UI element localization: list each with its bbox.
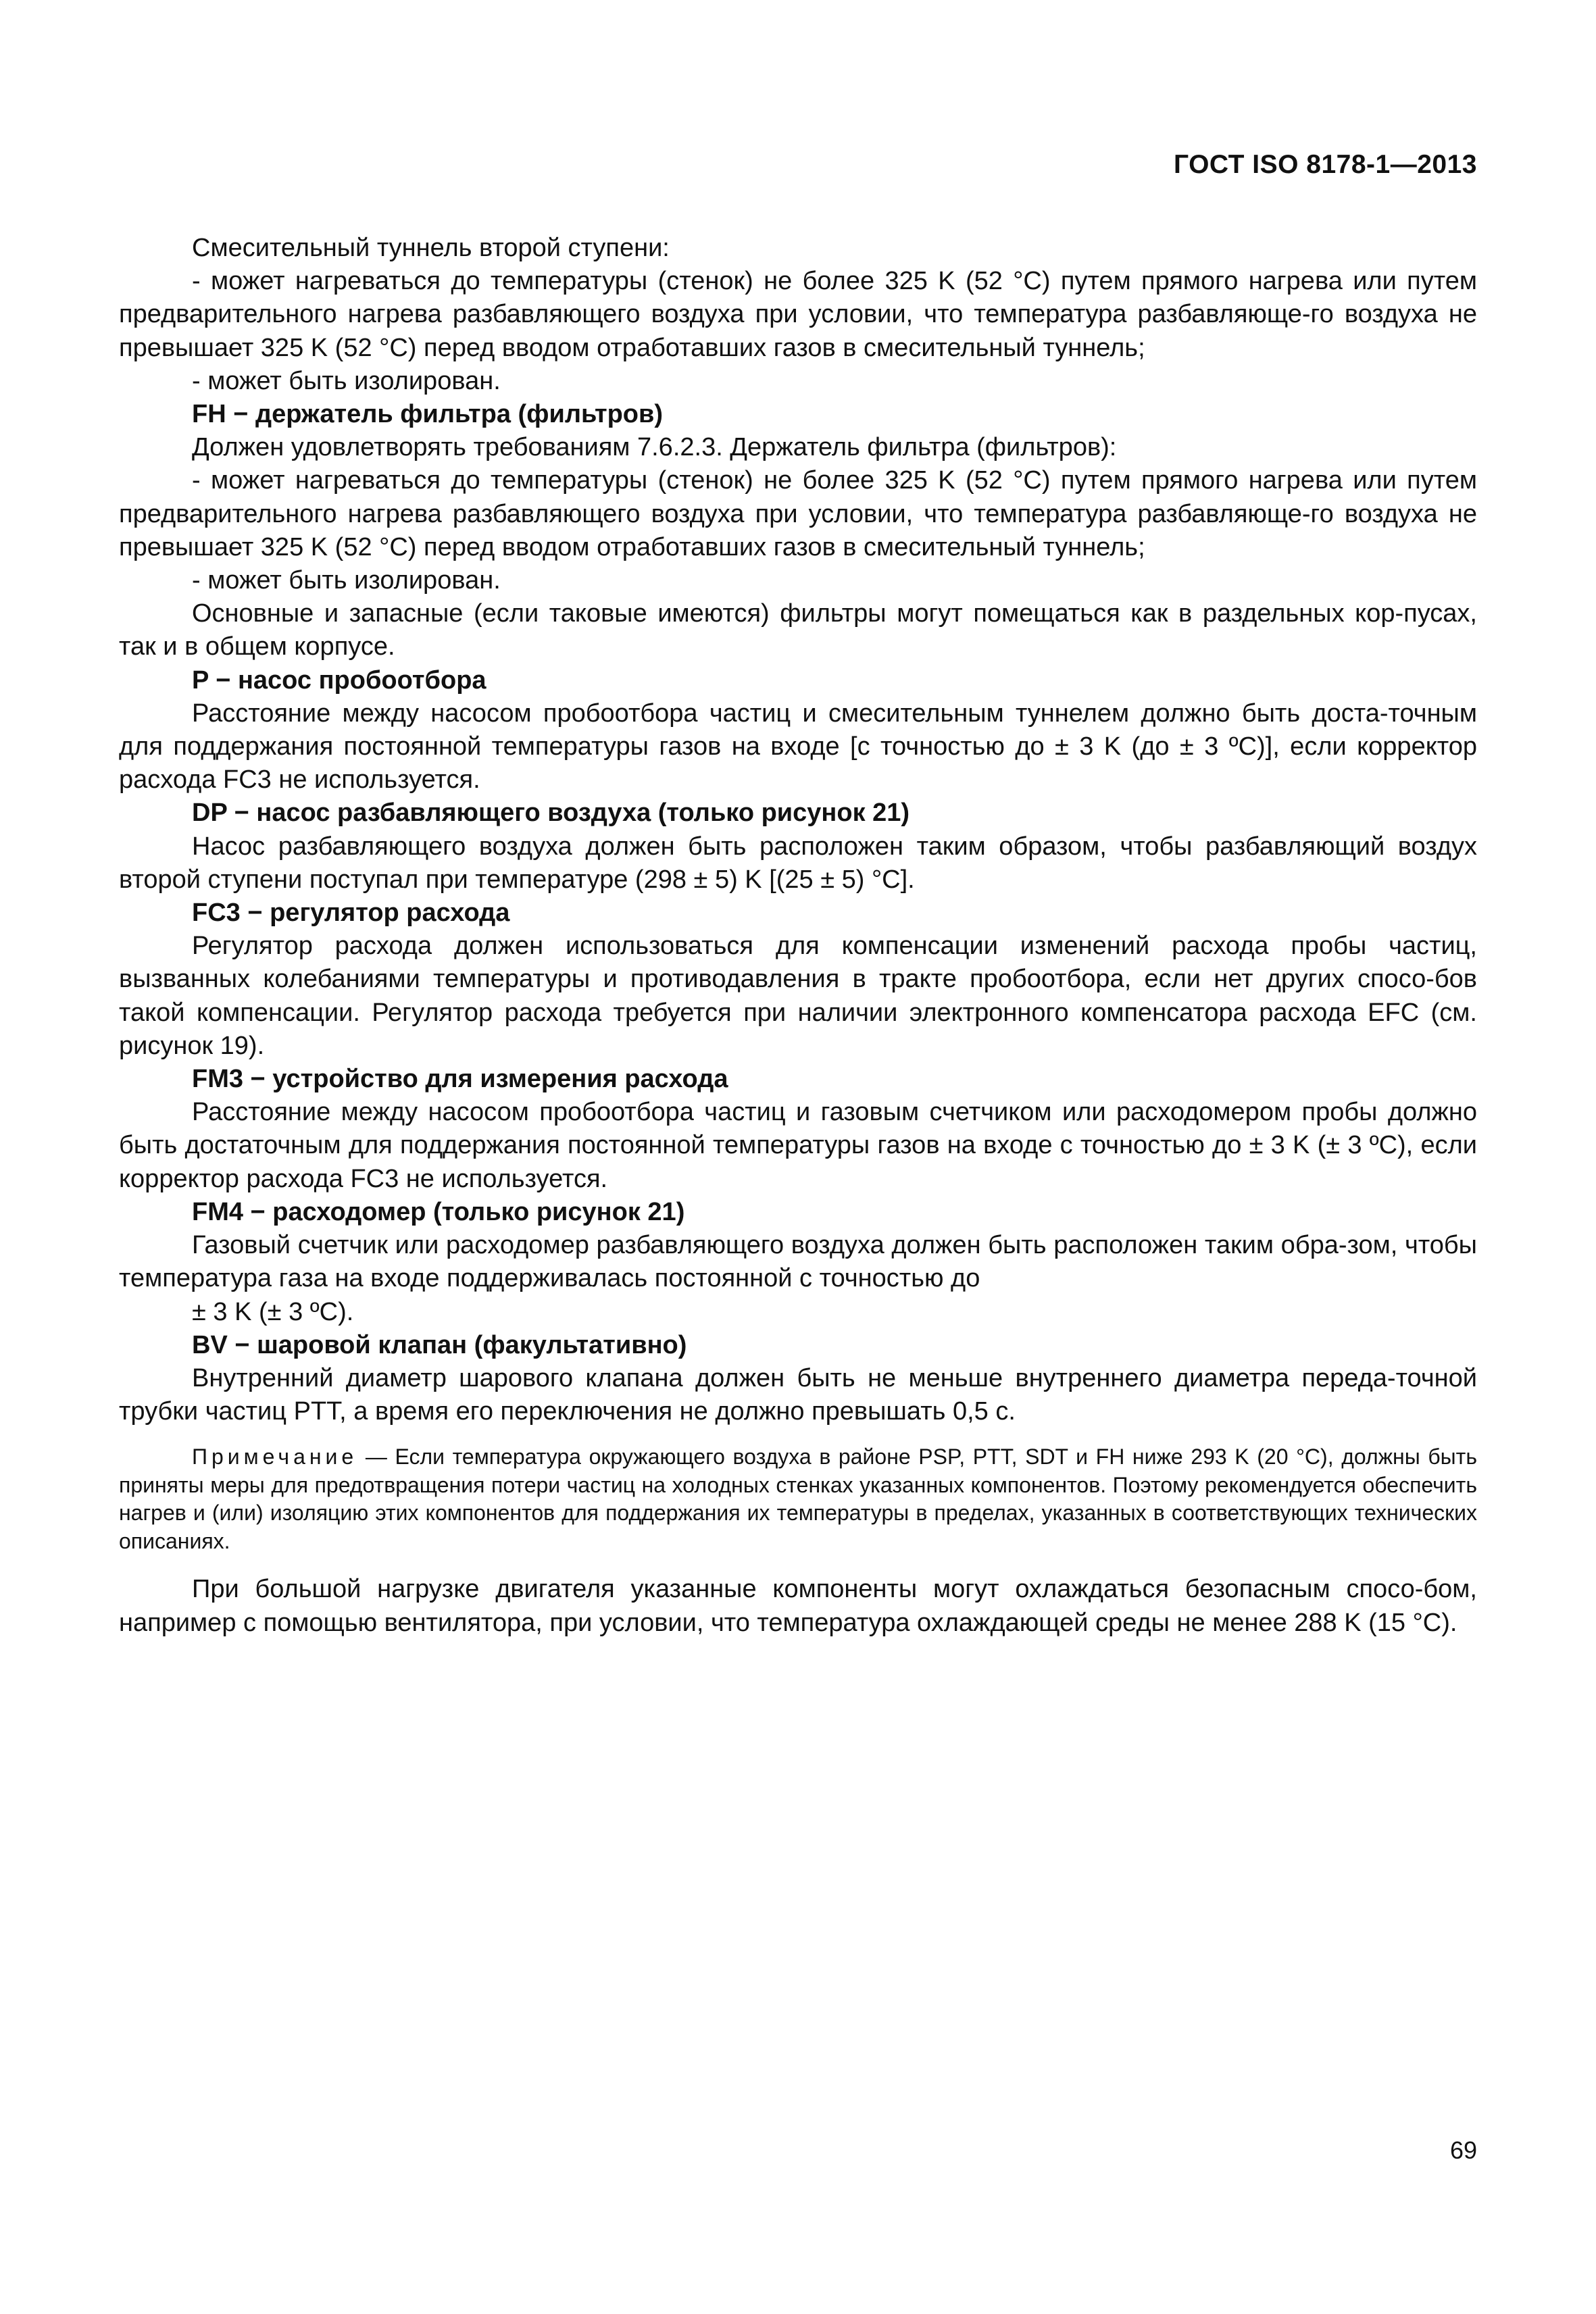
page-number: 69 [1449,2136,1477,2164]
note-text: — Если температура окружающего воздуха в районе PSP, PTT, SDT и FH ниже 293 K (20 °С), должны быть приняты меры для предотвращения потери частиц на холодных стенках указанных компонентов. Поэтому рекомендуется обеспечить нагрев и (или) изоляцию этих компонентов для поддержания их температуры в пределах, указанных в соответствующих технических описаниях. [119,1444,1478,1553]
list-item: - может нагреваться до температуры (стенок) не более 325 K (52 °С) путем прямого нагрева или путем предварительного нагрева разбавляющего воздуха при условии, что температура разбавляюще-го воздуха не превышает 325 K (52 °С) перед вводом отработавших газов в смесительный туннель; [119,267,1477,362]
paragraph: Смесительный туннель второй ступени: [192,234,670,262]
section-heading-dp: DP − насос разбавляющего воздуха (только рисунок 21) [192,799,910,828]
document-header: ГОСТ ISO 8178-1—2013 [1174,150,1477,179]
paragraph: Основные и запасные (если таковые имеются) фильтры могут помещаться как в раздельных кор-пусах, так и в общем корпусе. [119,599,1477,661]
document-body [119,232,1477,1640]
note [119,1443,1477,1555]
paragraph: Расстояние между насосом пробоотбора частиц и газовым счетчиком или расходомером пробы должно быть достаточным для поддержания постоянной температуры газов на входе с точностью до ± 3 K (± 3 ºС), если корректор расхода FC3 не используется. [119,1098,1477,1193]
paragraph: Регулятор расхода должен использоваться для компенсации изменений расхода пробы частиц, вызванных колебаниями температуры и противодавления в тракте пробоотбора, если нет других спосо-бов такой компенсации. Регулятор расхода требуется при наличии электронного компенсатора расхода EFC (см. рисунок 19). [119,932,1477,1060]
section-heading-fc3: FC3 − регулятор расхода [192,899,510,928]
section-heading-fm3: FM3 − устройство для измерения расхода [192,1065,728,1094]
section-heading-bv: BV − шаровой клапан (факультативно) [192,1330,687,1359]
section-heading-p: P − насос пробоотбора [192,665,487,695]
paragraph: При большой нагрузке двигателя указанные компоненты могут охлаждаться безопасным спосо-бом, например с помощью вентилятора, при условии, что температура охлаждающей среды не менее 288 K (15 °С). [119,1575,1477,1637]
paragraph: Должен удовлетворять требованиям 7.6.2.3. Держатель фильтра (фильтров): [192,433,1117,462]
list-item: - может быть изолирован. [192,566,501,595]
list-item: - может быть изолирован. [192,366,501,395]
list-item: - может нагреваться до температуры (стенок) не более 325 K (52 °С) путем прямого нагрева или путем предварительного нагрева разбавляющего воздуха при условии, что температура разбавляюще-го воздуха не превышает 325 K (52 °С) перед вводом отработавших газов в смесительный туннель; [119,466,1477,561]
paragraph: Расстояние между насосом пробоотбора частиц и смесительным туннелем должно быть доста-точным для поддержания постоянной температуры газов на входе [с точностью до ± 3 K (до ± 3 ºС)], если корректор расхода FC3 не используется. [119,699,1477,795]
paragraph: Внутренний диаметр шарового клапана должен быть не меньше внутреннего диаметра переда-точной трубки частиц PTT, а время его переключения не должно превышать 0,5 с. [119,1363,1477,1426]
section-heading-fh: FH − держатель фильтра (фильтров) [192,400,664,429]
paragraph: ± 3 K (± 3 ºС). [192,1297,354,1326]
paragraph: Насос разбавляющего воздуха должен быть расположен таким образом, чтобы разбавляющий воздух второй ступени поступал при температуре (298 ± 5) K [(25 ± 5) °С]. [119,832,1477,894]
paragraph: Газовый счетчик или расходомер разбавляющего воздуха должен быть расположен таким обра-зом, чтобы температура газа на входе поддерживалась постоянной с точностью до [119,1231,1477,1293]
section-heading-fm4: FM4 − расходомер (только рисунок 21) [192,1197,685,1226]
note-label: Примечание [192,1444,358,1469]
